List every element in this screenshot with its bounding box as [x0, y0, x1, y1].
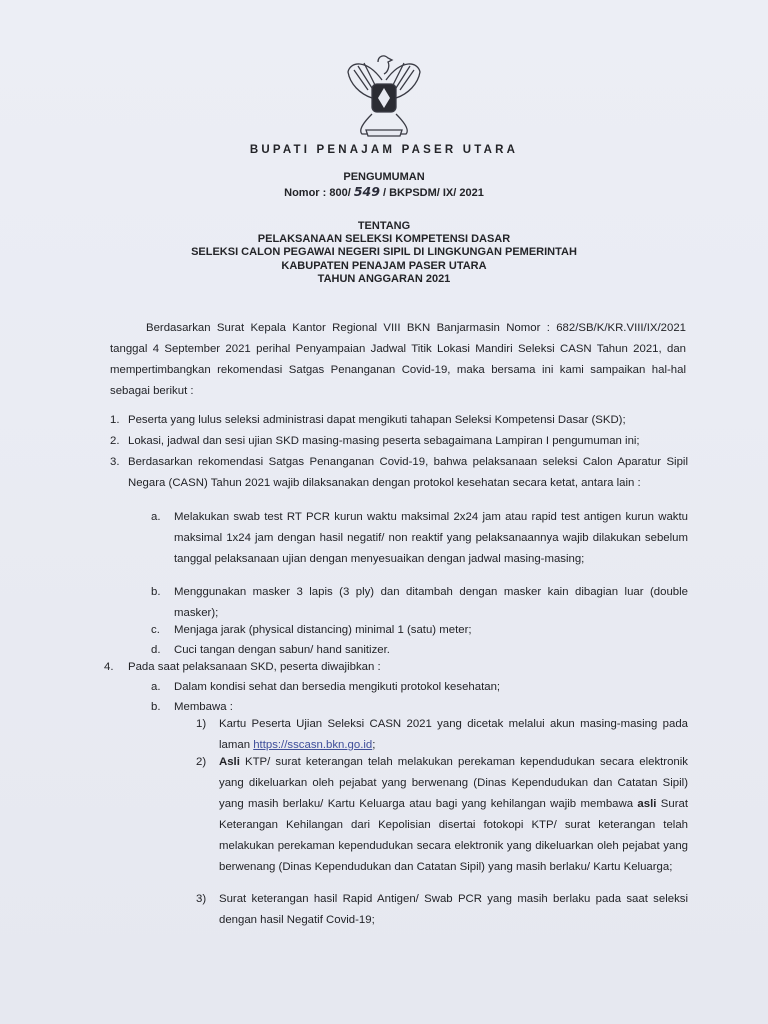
number-suffix: / BKPSDM/ IX/ 2021: [382, 187, 484, 199]
list-item: Menggunakan masker 3 lapis (3 ply) dan ditambah dengan masker kain dibagian luar (double masker);: [174, 586, 688, 619]
list-item: Menjaga jarak (physical distancing) minimal 1 (satu) meter;: [174, 624, 472, 636]
list-marker: c.: [151, 624, 160, 636]
issuer-heading: BUPATI PENAJAM PASER UTARA: [249, 144, 519, 156]
list-marker: 2.: [110, 435, 120, 447]
list-marker: a.: [151, 681, 161, 693]
list-marker: 3.: [110, 456, 120, 468]
garuda-emblem-icon: [344, 50, 424, 142]
sscasn-link[interactable]: https://sscasn.bkn.go.id: [253, 739, 373, 751]
list-marker: 2): [196, 756, 207, 768]
list-item: Dalam kondisi sehat dan bersedia mengikuti protokol kesehatan;: [174, 681, 501, 693]
list-item: Berdasarkan rekomendasi Satgas Penanganan Covid-19, bahwa pelaksanaan seleksi Calon Aparatur Sipil Negara (CASN) Tahun 2021 wajib dilaksanakan dengan protokol kesehatan secara ketat, antara lain :: [128, 456, 688, 489]
number-handwritten: 549: [353, 184, 380, 199]
title-line: SELEKSI CALON PEGAWAI NEGERI SIPIL DI LINGKUNGAN PEMERINTAH: [191, 246, 577, 259]
list-item: Peserta yang lulus seleksi administrasi dapat mengikuti tahapan Seleksi Kompetensi Dasar (SKD);: [128, 414, 626, 426]
list-marker: 1): [196, 718, 207, 730]
list-item: Surat keterangan hasil Rapid Antigen/ Swab PCR yang masih berlaku pada saat seleksi dengan hasil Negatif Covid-19;: [219, 893, 688, 926]
list-item: Kartu Peserta Ujian Seleksi CASN 2021 yang dicetak melalui akun masing-masing pada laman https://sscasn.bkn.go.id;: [219, 718, 688, 751]
list-marker: 1.: [110, 414, 120, 426]
list-item: Melakukan swab test RT PCR kurun waktu maksimal 2x24 jam atau rapid test antigen kurun waktu maksimal 1x24 jam dengan hasil negatif/ non reaktif yang pelaksanaannya wajib dilakukan sebelum tanggal pelaksanaan ujian dengan menyesuaikan dengan jadwal masing-masing;: [174, 511, 688, 565]
intro-paragraph: Berdasarkan Surat Kepala Kantor Regional VIII BKN Banjarmasin Nomor : 682/SB/K/KR.VIII/IX/2021 tanggal 4 September 2021 perihal Penyampaian Jadwal Titik Lokasi Mandiri Seleksi CASN Tahun 2021, dan mempertimbangkan rekomendasi Satgas Penanganan Covid-19, maka bersama ini kami sampaikan hal-hal sebagai berikut :: [110, 322, 686, 397]
list-marker: a.: [151, 511, 161, 523]
list-item: Cuci tangan dengan sabun/ hand sanitizer.: [174, 644, 390, 656]
list-marker: 4.: [104, 661, 114, 673]
document-title: [0, 220, 768, 286]
document-type: PENGUMUMAN: [343, 171, 425, 183]
list-item: Lokasi, jadwal dan sesi ujian SKD masing-masing peserta sebagaimana Lampiran I pengumuman ini;: [128, 435, 640, 447]
title-line: PELAKSANAAN SELEKSI KOMPETENSI DASAR: [257, 233, 511, 246]
title-line: TAHUN ANGGARAN 2021: [317, 272, 451, 285]
list-marker: b.: [151, 701, 161, 713]
number-prefix: Nomor : 800/: [284, 187, 351, 199]
list-marker: b.: [151, 586, 161, 598]
list-item: Asli KTP/ surat keterangan telah melakukan perekaman kependudukan secara elektronik yang dikeluarkan oleh pejabat yang berwenang (Dinas Kependudukan dan Catatan Sipil) yang masih berlaku/ Kartu Keluarga atau bagi yang kehilangan wajib membawa asli Surat Keterangan Kehilangan dari Kepolisian disertai fotokopi KTP/ surat keterangan telah melakukan perekaman kependudukan secara elektronik yang dikeluarkan oleh pejabat yang berwenang (Dinas Kependudukan dan Catatan Sipil) yang masih berlaku/ Kartu Keluarga;: [219, 756, 689, 873]
document-number: [0, 184, 768, 199]
list-item: Membawa :: [174, 701, 233, 713]
title-line: TENTANG: [357, 220, 411, 232]
list-marker: 3): [196, 893, 207, 905]
list-marker: d.: [151, 644, 161, 656]
list-item: Pada saat pelaksanaan SKD, peserta diwajibkan :: [128, 661, 381, 673]
title-line: KABUPATEN PENAJAM PASER UTARA: [281, 259, 487, 272]
